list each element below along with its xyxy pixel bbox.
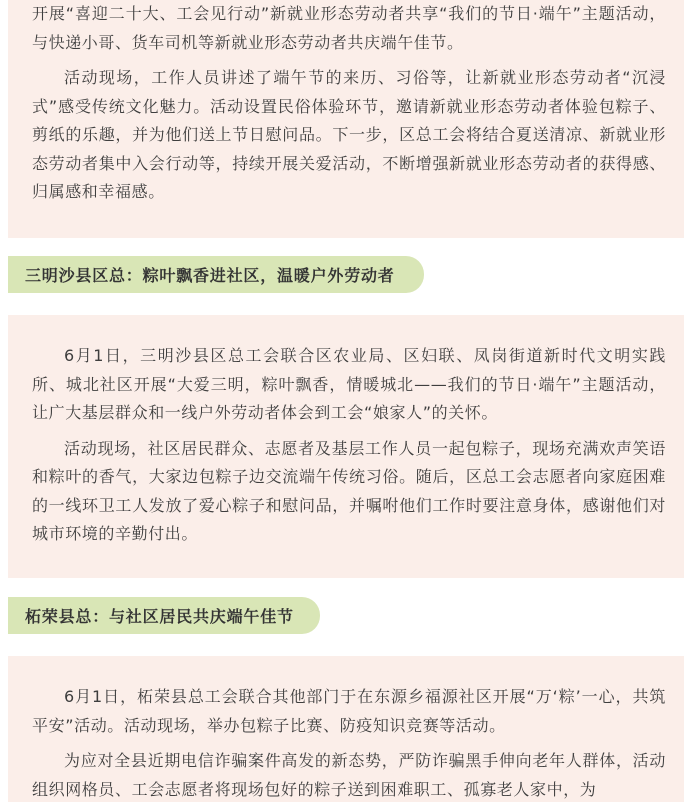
section-heading-text: 三明沙县区总：粽叶飘香进社区，温暖户外劳动者 (25, 266, 395, 285)
paragraph: 6月1日，柘荣县总工会联合其他部门于在东源乡福源社区开展“万‘粽’一心，共筑平安”活动。活动现场，举办包粽子比赛、防疫知识竞赛等活动。 (32, 687, 666, 735)
paragraph: 为应对全县近期电信诈骗案件高发的新态势，严防诈骗黑手伸向老年人群体，活动组织网格员、工会志愿者将现场包好的粽子送到困难职工、孤寡老人家中，为 (32, 751, 666, 799)
article-card-2 (8, 315, 684, 578)
paragraph: 开展“喜迎二十大、工会见行动”新就业形态劳动者共享“我们的节日·端午”主题活动，与快递小哥、货车司机等新就业形态劳动者共庆端午佳节。 (32, 4, 666, 52)
paragraph: 活动现场，工作人员讲述了端午节的来历、习俗等，让新就业形态劳动者“沉浸式”感受传统文化魅力。活动设置民俗体验环节，邀请新就业形态劳动者体验包粽子、剪纸的乐趣，并为他们送上节日慰问品。下一步，区总工会将结合夏送清凉、新就业形态劳动者集中入会行动等，持续开展关爱活动，不断增强新就业形态劳动者的获得感、归属感和幸福感。 (32, 68, 666, 201)
section-heading-zherong (8, 597, 320, 634)
paragraph: 6月1日，三明沙县区总工会联合区农业局、区妇联、凤岗街道新时代文明实践所、城北社区开展“大爱三明，粽叶飘香，情暖城北——我们的节日·端午”主题活动，让广大基层群众和一线户外劳动者体会到工会“娘家人”的关怀。 (32, 346, 666, 422)
article-card-1 (8, 0, 684, 238)
section-heading-text: 柘荣县总：与社区居民共庆端午佳节 (25, 607, 294, 626)
article-card-3 (8, 656, 684, 802)
paragraph: 活动现场，社区居民群众、志愿者及基层工作人员一起包粽子，现场充满欢声笑语和粽叶的香气，大家边包粽子边交流端午传统习俗。随后，区总工会志愿者向家庭困难的一线环卫工人发放了爱心粽子和慰问品，并嘱咐他们工作时要注意身体，感谢他们对城市环境的辛勤付出。 (32, 438, 666, 543)
section-heading-sanming-shaxian (8, 256, 424, 293)
